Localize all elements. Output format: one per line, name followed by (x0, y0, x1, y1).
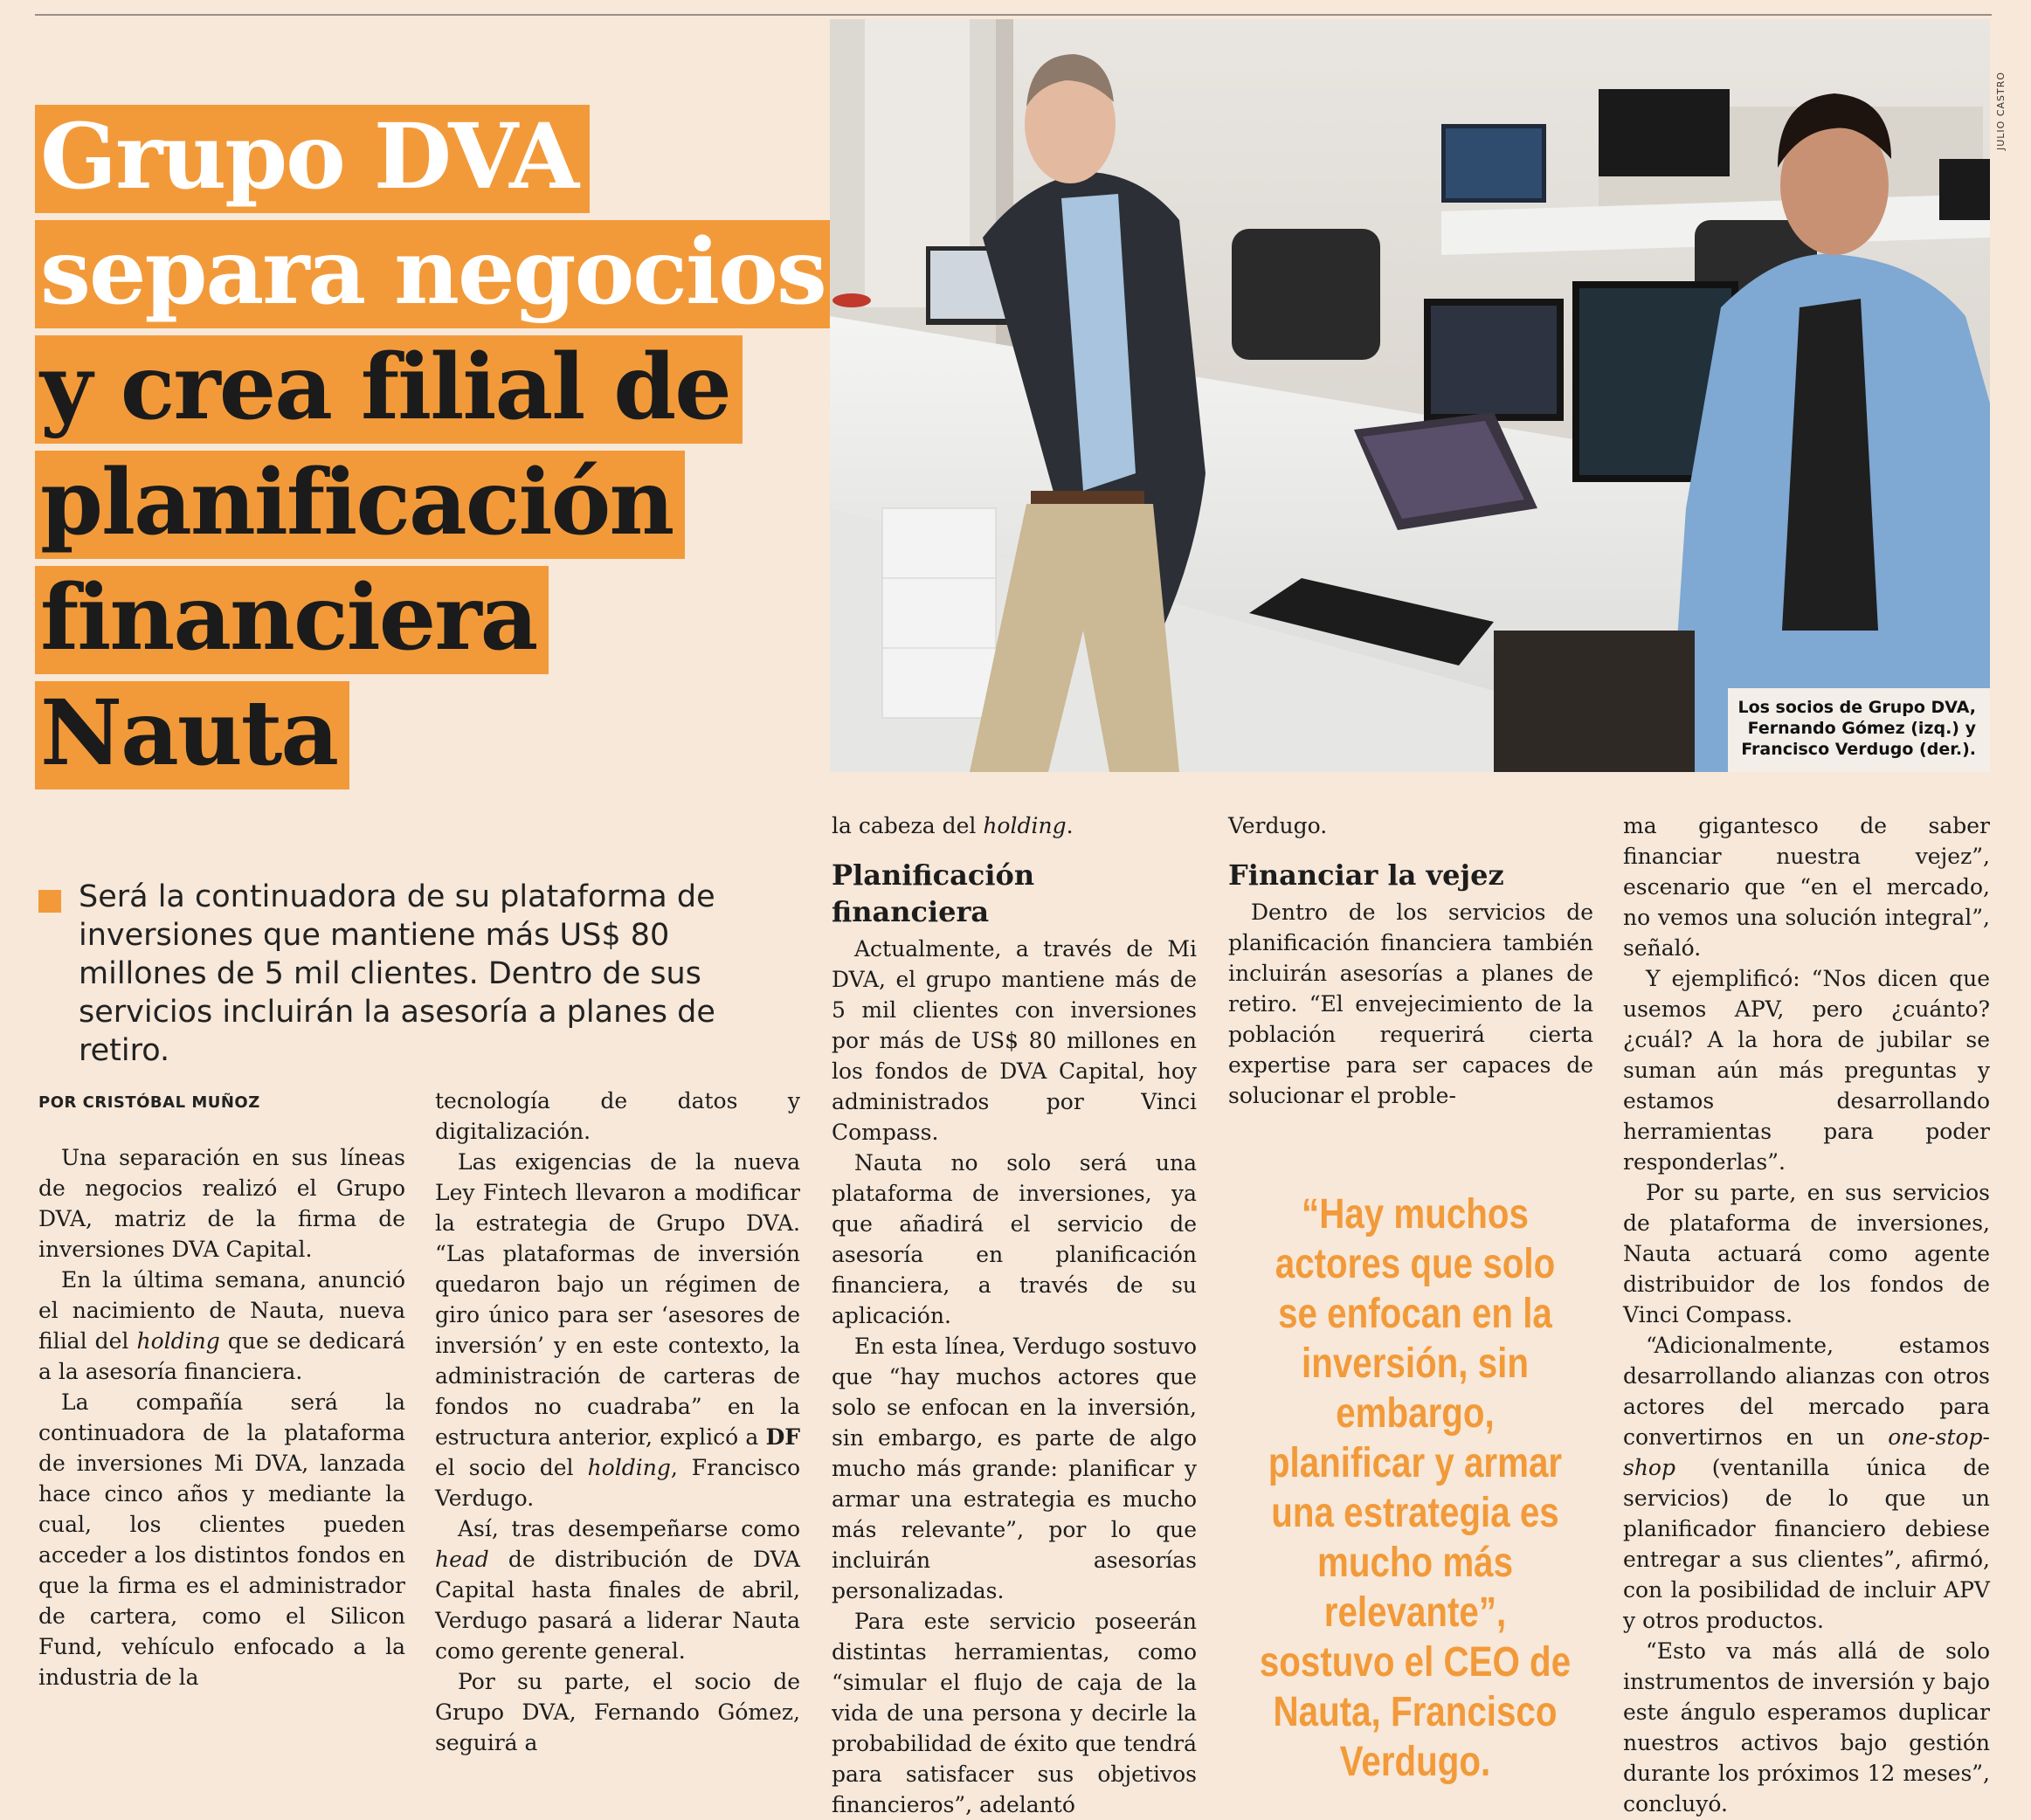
headline-line-2: separa negocios (35, 220, 838, 328)
section-heading: Financiar la vejez (1228, 858, 1504, 892)
section-heading: Planificación financiera (832, 858, 1035, 928)
square-bullet-icon (38, 890, 61, 913)
paragraph: “Adicionalmente, estamos desarrollando alianzas con otros actores del mercado para convertirnos en un one-stop-shop (ventanilla única de servicios) de lo que un planificador financiero debiese entregar a sus clientes”, afirmó, con la posibilidad de incluir APV y otros productos. (1623, 1333, 1990, 1633)
paragraph: Una separación en sus líneas de negocios realizó el Grupo DVA, matriz de la firma de inversiones DVA Capital. (38, 1145, 405, 1262)
article-column-5 (1623, 810, 1990, 1819)
paragraph: Por su parte, el socio de Grupo DVA, Fernando Gómez, seguirá a (435, 1669, 800, 1755)
paragraph: Por su parte, en sus servicios de plataforma de inversiones, Nauta actuará como agente distribuidor de los fondos de Vinci Compass. (1623, 1180, 1990, 1327)
top-rule (35, 14, 1992, 16)
paragraph: tecnología de datos y digitalización. (435, 1088, 800, 1144)
paragraph: En la última semana, anunció el nacimiento de Nauta, nueva filial del holding que se dedicará a la asesoría financiera. (38, 1267, 405, 1384)
pull-quote: “Hay muchos actores que solo se enfocan en la inversión, sin embargo, planificar y armar una estrategia es mucho más relevante”, sostuvo el CEO de Nauta, Francisco Verdugo. (1259, 1191, 1572, 1785)
photo-caption: Los socios de Grupo DVA, Fernando Gómez (izq.) y Francisco Verdugo (der.). (1728, 688, 1990, 772)
paragraph: ma gigantesco de saber financiar nuestra vejez”, escenario que “en el mercado, no vemos una solución integral”, señaló. (1623, 813, 1990, 961)
byline: POR CRISTÓBAL MUÑOZ (38, 1093, 260, 1112)
headline-line-1: Grupo DVA (35, 105, 590, 213)
lead-summary (38, 878, 807, 1070)
photo-credit: JULIO CASTRO (1995, 71, 2007, 150)
article-column-4 (1228, 810, 1593, 1111)
headline-line-5: financiera (35, 566, 549, 674)
paragraph: la cabeza del holding. (832, 813, 1074, 838)
paragraph: La compañía será la continuadora de la plataforma de inversiones Mi DVA, lanzada hace cinco años y mediante la cual, los clientes pueden acceder a los distintos fondos en que la firma es el administrador de cartera, como el Silicon Fund, vehículo enfocado a la industria de la (38, 1389, 405, 1690)
paragraph: En esta línea, Verdugo sostuvo que “hay muchos actores que solo se enfocan en la inversión, sin embargo, es parte de algo mucho más grande: planificar y armar una estrategia es mucho más relevante”, por lo que incluirán asesorías personalizadas. (832, 1334, 1197, 1603)
article-photo (830, 19, 1990, 772)
headline-line-4: planificación (35, 451, 685, 559)
paragraph: Y ejemplificó: “Nos dicen que usemos APV, pero ¿cuánto? ¿cuál? A la hora de jubilar se suman aún más preguntas y estamos desarrollando herramientas para poder responderlas”. (1623, 966, 1990, 1175)
paragraph: Así, tras desempeñarse como head de distribución de DVA Capital hasta finales de abril, Verdugo pasará a liderar Nauta como gerente general. (435, 1516, 800, 1664)
article-column-3 (832, 810, 1197, 1820)
paragraph: Dentro de los servicios de planificación financiera también incluirán asesorías a planes de retiro. “El envejecimiento de la población requerirá cierta expertise para ser capaces de solucionar el proble- (1228, 900, 1593, 1108)
paragraph: Actualmente, a través de Mi DVA, el grupo mantiene más de 5 mil clientes con inversiones por más de US$ 80 millones en los fondos de DVA Capital, hoy administrados por Vinci Compass. (832, 936, 1197, 1145)
paragraph: Verdugo. (1228, 813, 1328, 838)
lead-text: Será la continuadora de su plataforma de inversiones que mantiene más US$ 80 millones de 5 mil clientes. Dentro de sus servicios incluirán la asesoría a planes de retiro. (79, 879, 715, 1068)
headline-line-3: y crea filial de (35, 335, 743, 444)
office-scene-illustration (830, 19, 1990, 772)
headline-line-6: Nauta (35, 681, 349, 789)
paragraph: “Esto va más allá de solo instrumentos de inversión y bajo este ángulo esperamos duplicar nuestros activos bajo gestión durante los próximos 12 meses”, concluyó. (1623, 1638, 1990, 1817)
paragraph: Las exigencias de la nueva Ley Fintech llevaron a modificar la estrategia de Grupo DVA. “Las plataformas de inversión quedaron bajo un régimen de giro único para ser ‘asesores de inversión’ y en este contexto, la administración de carteras de fondos no cuadraba” en la estructura anterior, explicó a DF el socio del holding, Francisco Verdugo. (435, 1149, 800, 1511)
paragraph: Para este servicio poseerán distintas herramientas, como “simular el flujo de caja de la vida de una persona y decirle la probabilidad de éxito que tendrá para satisfacer sus objetivos financieros”, adelantó (832, 1609, 1197, 1817)
headline (35, 104, 826, 796)
paragraph: Nauta no solo será una plataforma de inversiones, ya que añadirá el servicio de asesoría en planificación financiera, a través de su aplicación. (832, 1150, 1197, 1328)
article-column-2 (435, 1086, 800, 1758)
article-column-1 (38, 1142, 405, 1692)
